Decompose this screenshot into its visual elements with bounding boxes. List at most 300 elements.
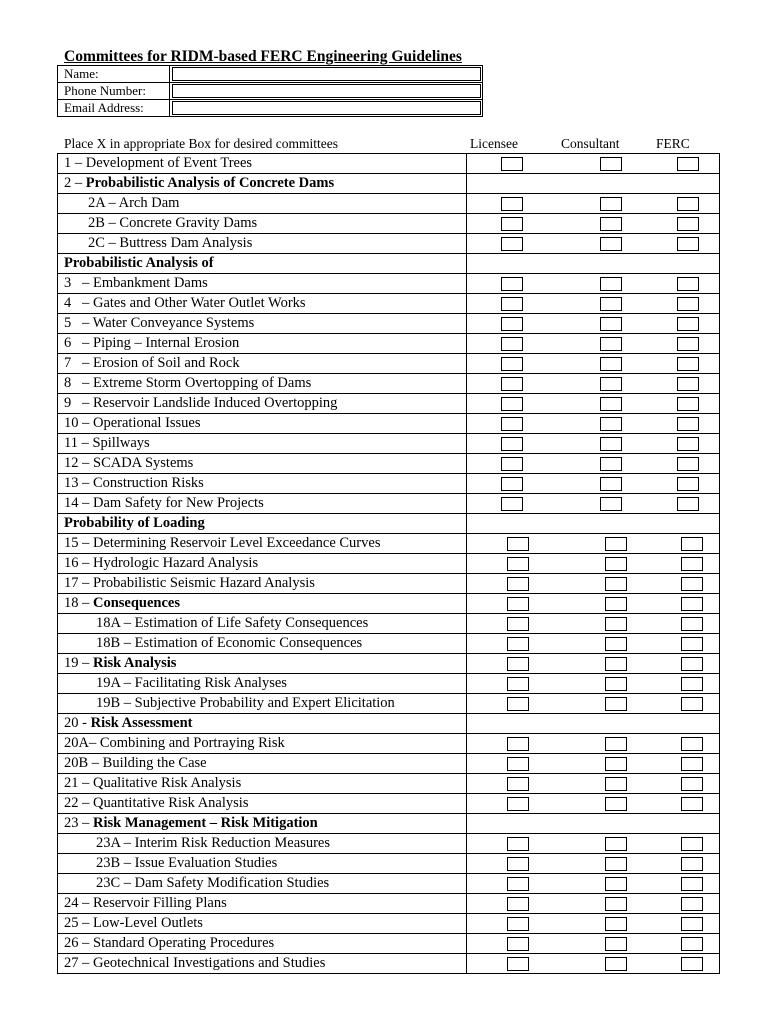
consultant-checkbox[interactable]: [605, 777, 627, 791]
checkbox-cell: [467, 774, 720, 794]
committee-title: Probability of Loading: [64, 515, 205, 531]
licensee-checkbox[interactable]: [501, 317, 523, 331]
committee-row: [58, 414, 720, 434]
ferc-checkbox[interactable]: [681, 797, 703, 811]
checkbox-cell: [467, 254, 720, 274]
checkbox-cell: [467, 574, 720, 594]
checkbox-cell: [467, 294, 720, 314]
ferc-checkbox[interactable]: [681, 557, 703, 571]
committee-label: [58, 154, 467, 174]
committee-number: 19 –: [64, 655, 93, 671]
checkbox-cell: [467, 474, 720, 494]
committee-label: [58, 534, 467, 554]
checkbox-cell: [467, 514, 720, 534]
licensee-checkbox[interactable]: [501, 277, 523, 291]
checkbox-cell: [467, 174, 720, 194]
licensee-checkbox[interactable]: [507, 917, 529, 931]
committee-title: Probabilistic Seismic Hazard Analysis: [93, 575, 315, 591]
consultant-checkbox[interactable]: [600, 397, 622, 411]
checkbox-cell: [467, 314, 720, 334]
committee-title: 23C – Dam Safety Modification Studies: [96, 875, 330, 891]
committee-label: [58, 314, 467, 334]
checkbox-cell: [467, 754, 720, 774]
checkbox-cell: [467, 934, 720, 954]
consultant-checkbox[interactable]: [600, 237, 622, 251]
committee-number: 18 –: [64, 595, 93, 611]
ferc-checkbox[interactable]: [677, 237, 699, 251]
committee-title: Erosion of Soil and Rock: [93, 355, 240, 371]
committee-row: [58, 734, 720, 754]
consultant-checkbox[interactable]: [605, 797, 627, 811]
committee-row: [58, 374, 720, 394]
consultant-checkbox[interactable]: [605, 857, 627, 871]
committee-label: [58, 334, 467, 354]
licensee-checkbox[interactable]: [501, 477, 523, 491]
committee-title: Quantitative Risk Analysis: [93, 795, 249, 811]
licensee-checkbox[interactable]: [507, 557, 529, 571]
committee-row: [58, 194, 720, 214]
ferc-checkbox[interactable]: [681, 577, 703, 591]
licensee-checkbox[interactable]: [507, 897, 529, 911]
contact-info-table: [57, 65, 483, 117]
licensee-checkbox[interactable]: [501, 397, 523, 411]
committee-label: [58, 634, 467, 654]
committee-number: 27 –: [64, 955, 93, 971]
consultant-checkbox[interactable]: [600, 417, 622, 431]
committee-title: Standard Operating Procedures: [93, 935, 275, 951]
committee-number: 21 –: [64, 775, 93, 791]
committee-row: [58, 714, 720, 734]
licensee-checkbox[interactable]: [507, 617, 529, 631]
committee-row: [58, 174, 720, 194]
committee-label: [58, 214, 467, 234]
licensee-checkbox[interactable]: [501, 437, 523, 451]
committee-label: [58, 614, 467, 634]
committee-label: [58, 914, 467, 934]
committee-row: [58, 874, 720, 894]
committee-number: 16 –: [64, 555, 93, 571]
committee-label: [58, 874, 467, 894]
committee-title: 18A – Estimation of Life Safety Consequences: [96, 615, 369, 631]
consultant-checkbox[interactable]: [605, 737, 627, 751]
licensee-checkbox[interactable]: [501, 197, 523, 211]
consultant-checkbox[interactable]: [600, 497, 622, 511]
committee-title: Determining Reservoir Level Exceedance Curves: [93, 535, 381, 551]
ferc-checkbox[interactable]: [681, 777, 703, 791]
licensee-checkbox[interactable]: [507, 677, 529, 691]
committee-row: [58, 294, 720, 314]
ferc-checkbox[interactable]: [681, 877, 703, 891]
ferc-checkbox[interactable]: [681, 897, 703, 911]
committee-row: [58, 834, 720, 854]
ferc-checkbox[interactable]: [681, 597, 703, 611]
consultant-checkbox[interactable]: [600, 437, 622, 451]
ferc-checkbox[interactable]: [677, 477, 699, 491]
name-label: Name:: [58, 66, 170, 83]
committee-row: [58, 594, 720, 614]
column-header-consultant: Consultant: [561, 136, 620, 151]
committee-label: [58, 654, 467, 674]
licensee-checkbox[interactable]: [501, 157, 523, 171]
committee-label: [58, 414, 467, 434]
licensee-checkbox[interactable]: [507, 577, 529, 591]
consultant-checkbox[interactable]: [600, 377, 622, 391]
committee-number: 2 –: [64, 175, 86, 191]
committee-label: [58, 454, 467, 474]
committee-label: [58, 354, 467, 374]
committee-number: 24 –: [64, 895, 93, 911]
ferc-checkbox[interactable]: [677, 437, 699, 451]
committee-row: [58, 394, 720, 414]
committee-title: 23A – Interim Risk Reduction Measures: [96, 835, 330, 851]
committee-label: [58, 254, 467, 274]
committee-label: [58, 474, 467, 494]
committee-label: [58, 754, 467, 774]
committee-number: 1 –: [64, 155, 86, 171]
checkbox-cell: [467, 634, 720, 654]
committee-title: Development of Event Trees: [85, 155, 253, 171]
checkbox-cell: [467, 434, 720, 454]
committee-row: [58, 534, 720, 554]
ferc-checkbox[interactable]: [681, 837, 703, 851]
email-row: [58, 100, 483, 117]
column-header-licensee: Licensee: [470, 136, 518, 151]
ferc-checkbox[interactable]: [681, 917, 703, 931]
consultant-checkbox[interactable]: [605, 537, 627, 551]
licensee-checkbox[interactable]: [501, 217, 523, 231]
committee-title: Embankment Dams: [93, 275, 208, 291]
licensee-checkbox[interactable]: [507, 737, 529, 751]
ferc-checkbox[interactable]: [681, 957, 703, 971]
committee-number: 23 –: [64, 815, 93, 831]
committee-row: [58, 674, 720, 694]
consultant-checkbox[interactable]: [605, 757, 627, 771]
ferc-checkbox[interactable]: [677, 297, 699, 311]
checkbox-cell: [467, 534, 720, 554]
checkbox-cell: [467, 614, 720, 634]
committee-title: Reservoir Landslide Induced Overtopping: [93, 395, 338, 411]
committee-number: 14 –: [64, 495, 93, 511]
ferc-checkbox[interactable]: [681, 737, 703, 751]
committee-label: [58, 894, 467, 914]
consultant-checkbox[interactable]: [600, 337, 622, 351]
checkbox-cell: [467, 394, 720, 414]
ferc-checkbox[interactable]: [681, 617, 703, 631]
name-field[interactable]: [172, 67, 481, 81]
licensee-checkbox[interactable]: [507, 837, 529, 851]
ferc-checkbox[interactable]: [677, 497, 699, 511]
committee-title: Dam Safety for New Projects: [93, 495, 264, 511]
licensee-checkbox[interactable]: [507, 537, 529, 551]
committee-row: [58, 454, 720, 474]
checkbox-cell: [467, 874, 720, 894]
committee-label: [58, 274, 467, 294]
licensee-checkbox[interactable]: [507, 757, 529, 771]
checkbox-cell: [467, 794, 720, 814]
consultant-checkbox[interactable]: [600, 357, 622, 371]
checkbox-cell: [467, 734, 720, 754]
checkbox-cell: [467, 374, 720, 394]
checkbox-cell: [467, 494, 720, 514]
licensee-checkbox[interactable]: [501, 377, 523, 391]
committee-row: [58, 434, 720, 454]
ferc-checkbox[interactable]: [681, 757, 703, 771]
licensee-checkbox[interactable]: [507, 637, 529, 651]
ferc-checkbox[interactable]: [677, 277, 699, 291]
consultant-checkbox[interactable]: [600, 197, 622, 211]
committee-row: [58, 614, 720, 634]
committee-title: 20B – Building the Case: [64, 755, 207, 771]
checkbox-cell: [467, 274, 720, 294]
committee-label: [58, 174, 467, 194]
committee-number: 17 –: [64, 575, 93, 591]
consultant-checkbox[interactable]: [600, 477, 622, 491]
licensee-checkbox[interactable]: [507, 937, 529, 951]
checkbox-cell: [467, 914, 720, 934]
committee-row: [58, 774, 720, 794]
committee-label: [58, 854, 467, 874]
committee-row: [58, 354, 720, 374]
committee-title: Gates and Other Water Outlet Works: [93, 295, 306, 311]
consultant-checkbox[interactable]: [605, 577, 627, 591]
committee-title: 18B – Estimation of Economic Consequences: [96, 635, 363, 651]
committee-label: [58, 554, 467, 574]
checkbox-cell: [467, 414, 720, 434]
committee-title: 19B – Subjective Probability and Expert Elicitation: [96, 695, 395, 711]
committee-title: Piping – Internal Erosion: [93, 335, 240, 351]
licensee-checkbox[interactable]: [501, 297, 523, 311]
committee-title: Risk Analysis: [93, 655, 177, 671]
committee-label: [58, 934, 467, 954]
committee-title: Water Conveyance Systems: [92, 315, 255, 331]
consultant-checkbox[interactable]: [600, 157, 622, 171]
checkbox-cell: [467, 674, 720, 694]
committee-row: [58, 234, 720, 254]
consultant-checkbox[interactable]: [605, 837, 627, 851]
consultant-checkbox[interactable]: [605, 897, 627, 911]
committee-row: [58, 754, 720, 774]
consultant-checkbox[interactable]: [605, 877, 627, 891]
committee-row: [58, 334, 720, 354]
checkbox-cell: [467, 714, 720, 734]
email-label: Email Address:: [58, 100, 170, 117]
committee-row: [58, 474, 720, 494]
name-row: [58, 66, 483, 83]
licensee-checkbox[interactable]: [507, 857, 529, 871]
committee-label: [58, 954, 467, 974]
checkbox-cell: [467, 654, 720, 674]
committee-number: 26 –: [64, 935, 93, 951]
committee-row: [58, 854, 720, 874]
committee-title: 2C – Buttress Dam Analysis: [88, 235, 253, 251]
committee-number: 25 –: [64, 915, 93, 931]
committee-number: 12 –: [64, 455, 93, 471]
committee-label: [58, 514, 467, 534]
checkbox-cell: [467, 194, 720, 214]
consultant-checkbox[interactable]: [605, 657, 627, 671]
licensee-checkbox[interactable]: [501, 417, 523, 431]
committee-title: Probabilistic Analysis of Concrete Dams: [85, 175, 335, 191]
ferc-checkbox[interactable]: [681, 637, 703, 651]
committee-row: [58, 154, 720, 174]
page-title: Committees for RIDM-based FERC Engineering Guidelines: [64, 48, 462, 65]
consultant-checkbox[interactable]: [605, 917, 627, 931]
ferc-checkbox[interactable]: [677, 397, 699, 411]
ferc-checkbox[interactable]: [677, 457, 699, 471]
ferc-checkbox[interactable]: [681, 697, 703, 711]
committee-title: 23B – Issue Evaluation Studies: [96, 855, 278, 871]
committee-title: SCADA Systems: [93, 455, 194, 471]
committee-label: [58, 674, 467, 694]
committee-row: [58, 794, 720, 814]
checkbox-cell: [467, 694, 720, 714]
committee-title: 2A – Arch Dam: [88, 195, 180, 211]
committee-number: 8 –: [64, 375, 93, 391]
phone-row: [58, 83, 483, 100]
committee-number: 9 –: [64, 395, 93, 411]
instructions-text: Place X in appropriate Box for desired committees: [64, 136, 339, 151]
ferc-checkbox[interactable]: [677, 197, 699, 211]
checkbox-cell: [467, 154, 720, 174]
committee-title: Risk Management – Risk Mitigation: [93, 815, 318, 831]
column-header-ferc: FERC: [656, 136, 690, 151]
ferc-checkbox[interactable]: [677, 377, 699, 391]
committee-row: [58, 634, 720, 654]
committee-number: 6 –: [64, 335, 93, 351]
committee-number: 5 –: [64, 315, 93, 331]
committee-label: [58, 774, 467, 794]
consultant-checkbox[interactable]: [600, 457, 622, 471]
licensee-checkbox[interactable]: [507, 597, 529, 611]
licensee-checkbox[interactable]: [501, 457, 523, 471]
committee-number: 20 -: [64, 715, 91, 731]
consultant-checkbox[interactable]: [605, 637, 627, 651]
committee-row: [58, 914, 720, 934]
ferc-checkbox[interactable]: [677, 157, 699, 171]
licensee-checkbox[interactable]: [501, 237, 523, 251]
licensee-checkbox[interactable]: [501, 357, 523, 371]
committee-row: [58, 934, 720, 954]
checkbox-cell: [467, 894, 720, 914]
licensee-checkbox[interactable]: [507, 777, 529, 791]
consultant-checkbox[interactable]: [605, 617, 627, 631]
committee-row: [58, 214, 720, 234]
phone-field[interactable]: [172, 84, 481, 98]
committee-title: Risk Assessment: [90, 715, 193, 731]
committee-number: 10 –: [64, 415, 93, 431]
committee-table: [57, 153, 720, 974]
committee-label: [58, 394, 467, 414]
committee-title: Hydrologic Hazard Analysis: [93, 555, 259, 571]
committee-row: [58, 554, 720, 574]
committee-title: Extreme Storm Overtopping of Dams: [93, 375, 312, 391]
committee-label: [58, 694, 467, 714]
committee-title: Consequences: [93, 595, 181, 611]
committee-row: [58, 954, 720, 974]
committee-row: [58, 654, 720, 674]
committee-label: [58, 834, 467, 854]
committee-label: [58, 574, 467, 594]
committee-label: [58, 374, 467, 394]
committee-title: Operational Issues: [93, 415, 201, 431]
licensee-checkbox[interactable]: [507, 797, 529, 811]
committee-number: 15 –: [64, 535, 93, 551]
committee-number: 4 –: [64, 295, 93, 311]
committee-row: [58, 894, 720, 914]
licensee-checkbox[interactable]: [501, 497, 523, 511]
committee-row: [58, 814, 720, 834]
checkbox-cell: [467, 354, 720, 374]
consultant-checkbox[interactable]: [605, 957, 627, 971]
committee-title: Construction Risks: [93, 475, 204, 491]
consultant-checkbox[interactable]: [600, 277, 622, 291]
checkbox-cell: [467, 554, 720, 574]
committee-row: [58, 494, 720, 514]
ferc-checkbox[interactable]: [681, 677, 703, 691]
consultant-checkbox[interactable]: [600, 317, 622, 331]
email-field[interactable]: [172, 101, 481, 115]
committee-number: 11 –: [64, 435, 93, 451]
consultant-checkbox[interactable]: [605, 677, 627, 691]
licensee-checkbox[interactable]: [507, 697, 529, 711]
committee-label: [58, 434, 467, 454]
ferc-checkbox[interactable]: [677, 357, 699, 371]
licensee-checkbox[interactable]: [501, 337, 523, 351]
consultant-checkbox[interactable]: [605, 557, 627, 571]
ferc-checkbox[interactable]: [677, 337, 699, 351]
consultant-checkbox[interactable]: [605, 597, 627, 611]
checkbox-cell: [467, 954, 720, 974]
consultant-checkbox[interactable]: [605, 697, 627, 711]
checkbox-cell: [467, 814, 720, 834]
ferc-checkbox[interactable]: [681, 657, 703, 671]
committee-number: 22 –: [64, 795, 93, 811]
committee-label: [58, 714, 467, 734]
checkbox-cell: [467, 214, 720, 234]
phone-label: Phone Number:: [58, 83, 170, 100]
licensee-checkbox[interactable]: [507, 957, 529, 971]
committee-title: 2B – Concrete Gravity Dams: [88, 215, 258, 231]
committee-label: [58, 734, 467, 754]
committee-label: [58, 194, 467, 214]
committee-title: Qualitative Risk Analysis: [93, 775, 242, 791]
committee-number: 3 –: [64, 275, 93, 291]
licensee-checkbox[interactable]: [507, 877, 529, 891]
ferc-checkbox[interactable]: [681, 937, 703, 951]
ferc-checkbox[interactable]: [677, 217, 699, 231]
ferc-checkbox[interactable]: [677, 317, 699, 331]
committee-row: [58, 274, 720, 294]
committee-title: Reservoir Filling Plans: [93, 895, 227, 911]
ferc-checkbox[interactable]: [681, 537, 703, 551]
checkbox-cell: [467, 594, 720, 614]
committee-label: [58, 594, 467, 614]
checkbox-cell: [467, 834, 720, 854]
committee-title: Low-Level Outlets: [93, 915, 203, 931]
checkbox-cell: [467, 234, 720, 254]
committee-row: [58, 694, 720, 714]
ferc-checkbox[interactable]: [677, 417, 699, 431]
committee-row: [58, 314, 720, 334]
licensee-checkbox[interactable]: [507, 657, 529, 671]
consultant-checkbox[interactable]: [605, 937, 627, 951]
consultant-checkbox[interactable]: [600, 217, 622, 231]
committee-title: Spillways: [92, 435, 150, 451]
consultant-checkbox[interactable]: [600, 297, 622, 311]
ferc-checkbox[interactable]: [681, 857, 703, 871]
checkbox-cell: [467, 854, 720, 874]
committee-title: 19A – Facilitating Risk Analyses: [96, 675, 287, 691]
